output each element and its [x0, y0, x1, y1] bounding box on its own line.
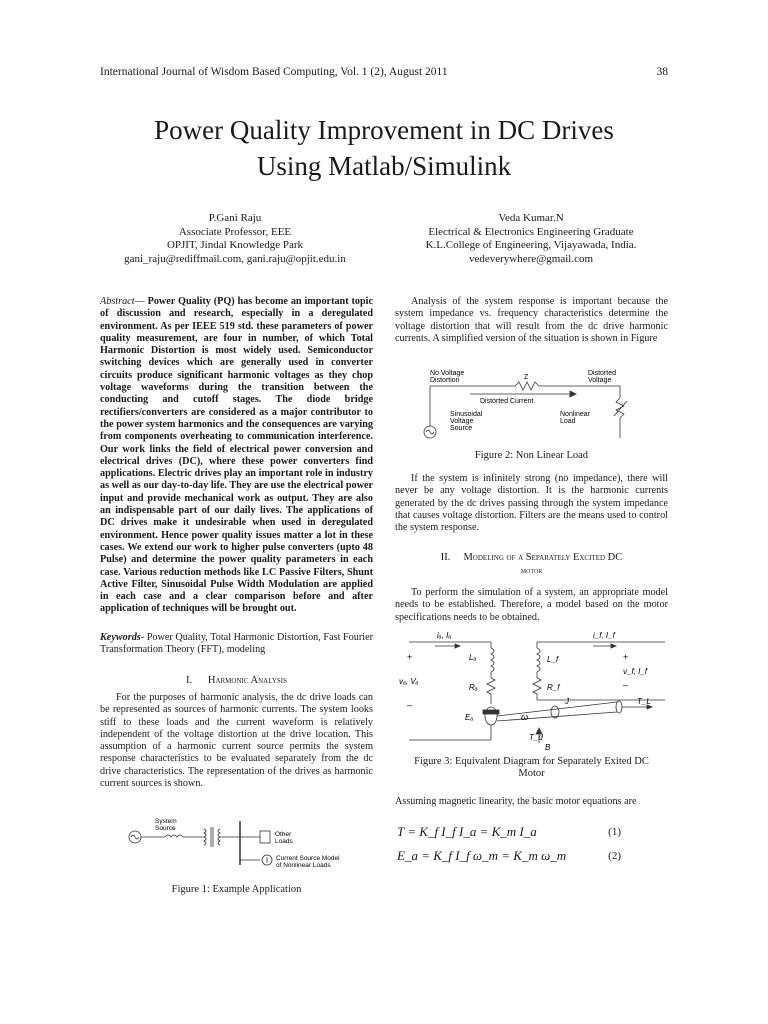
fig2-label-distorted: Distorted: [588, 370, 617, 377]
current-arrow-icon: [570, 391, 576, 397]
fig2-label-voltage-2: Voltage: [450, 418, 474, 425]
fig2-label-sinusoidal: Sinusoidal: [450, 411, 483, 418]
fig1-label-other: Other: [275, 831, 292, 838]
section-1-paragraph: For the purposes of harmonic analysis, the dc drive loads can be represented as sources of harmonic currents. The system looks stiff to these loads and the current waveform is relatively independent of the voltage distortion at the drive location. This assumption of a harmonic current source permits the system response characteristics to be evaluated separately from the dc drive characteristics. The representation of the drives as harmonic current sources is shown.: [100, 692, 373, 790]
transformer-icon: [204, 829, 206, 845]
author-affiliation: Associate Professor, EEE: [178, 225, 292, 238]
right-intro-paragraph: Analysis of the system response is important because the system impedance vs. frequency characteristics determine the voltage distortion that will result from the dc drive harmonic currents. A simplified version of the situation is shown in Figure: [395, 296, 668, 344]
inductor-icon: [165, 835, 183, 837]
equation-1-number: (1): [608, 826, 621, 838]
fig3-label-va: vₐ, Vₐ: [399, 677, 419, 686]
journal-citation: International Journal of Wisdom Based Computing, Vol. 1 (2), August 2011: [100, 66, 448, 78]
fig3-label-rf: R_f: [547, 683, 560, 692]
fig3-label-la: Lₐ: [469, 653, 477, 662]
author-block-2: [396, 212, 666, 266]
field-inductor-icon: [537, 648, 540, 672]
section-2-heading: [395, 552, 668, 577]
section-title-line-1: Modeling of a Separately Excited DC: [463, 552, 623, 563]
armature-current-arrow: [455, 644, 460, 648]
equation-2: [397, 848, 621, 864]
author-affiliation: K.L.College of Engineering, Vijayawada, India.: [425, 239, 637, 251]
fig3-label-plus-f: +: [623, 652, 629, 662]
figure-3-diagram: [397, 628, 669, 752]
section-number: II.: [440, 552, 451, 563]
figure-3-caption-line-2: Motor: [518, 768, 545, 779]
fig3-label-ra: Rₐ: [469, 683, 478, 692]
fig1-label-loads: Loads: [275, 838, 293, 845]
figure-3-caption-line-1: Figure 3: Equivalent Diagram for Separately Exited DC: [414, 756, 649, 767]
armature-resistor-icon: [487, 678, 495, 694]
armature-inductor-icon: [491, 648, 494, 672]
fig3-label-minus-a: –: [407, 700, 413, 710]
author-email: vedeverywhere@gmail.com: [468, 252, 594, 265]
fig2-label-distortion: Distortion: [430, 377, 460, 384]
section-title: Harmonic Analysis: [207, 675, 287, 686]
fig2-label-voltage: Voltage: [588, 377, 612, 384]
author-name: P.Gani Raju: [208, 212, 262, 224]
fig3-label-ia: iₐ, Iₐ: [437, 631, 452, 640]
fig2-label-load: Load: [560, 418, 576, 425]
figure-2-diagram: [420, 368, 645, 442]
author-name: Veda Kumar.N: [498, 212, 564, 224]
abstract-text: Power Quality (PQ) has become an important topic of discussion and research, especially in a deregulated environment. As per IEEE 519 std. these parameters of power quality measurement, are four in number, of which Total Harmonic Distortion is most widely used. Semiconductor switching devices which are generally used in converter circuits produce significant harmonic voltages as they chop voltage waveforms during the transition between the conducting and cutoff stages. The diode bridge rectifiers/converters are considered as a major contributor to the power system harmonics and the consequences are varying from components overheating to communication interference. Our work links the field of electrical power conversion and electrical drives (DC), where these power converters find applications. Electric drives play an important role in industry as well as our day-to-day life. They are use the electrical power input and provide mechanical work as output. They are also an indispensable part of our daily lives. The applications of DC drives make it undesirable when used in deregulated environment. Hence power quality issues matter a lot in these cases. We extend our work to higher pulse converters (upto 48 Pulse) and determine the power quality parameters in each case. Various reduction methods like LC Passive Filters, Shunt Active Filter, Sinusoidal Pulse Width Modulation are applied in each case and a clear comparison before and after application of techniques will be brought out.: [100, 296, 373, 615]
paper-title: [0, 112, 768, 184]
section-1-heading: [100, 675, 373, 687]
keywords-label: Keywords: [100, 632, 141, 643]
field-current-arrow: [611, 644, 616, 648]
fig1-label-csm: Current Source Model: [276, 855, 340, 862]
author-affiliation: OPJIT, Jindal Knowledge Park: [166, 239, 304, 251]
fig2-label-z: Z: [524, 374, 529, 381]
fig2-label-no-voltage: No Voltage: [430, 370, 465, 377]
fig1-label-source: Source: [155, 825, 176, 832]
abstract-dash: —: [134, 296, 145, 307]
author-block-1: [100, 212, 370, 266]
section-2-paragraph: To perform the simulation of a system, an appropriate model needs to be established. Therefore, a model based on the motor specifications needs to be obtained.: [395, 587, 668, 623]
abstract-label: Abstract: [100, 296, 135, 307]
page-number: 38: [656, 66, 668, 78]
fig3-label-if: i_f, I_f: [593, 631, 615, 640]
impedance-icon: [515, 382, 539, 390]
fig2-label-source: Source: [450, 425, 473, 432]
figure-2-caption: Figure 2: Non Linear Load: [474, 450, 589, 461]
equation-1-text: T = K_f I_f I_a = K_m I_a: [397, 824, 537, 839]
fig1-label-nonlinear: of Nonlinear Loads: [276, 862, 331, 869]
abstract: [100, 296, 373, 616]
author-affiliation: Electrical & Electronics Engineering Graduate: [428, 225, 634, 238]
figure-3-caption: [395, 756, 668, 780]
fig3-label-td: T_d: [529, 733, 543, 742]
figure-1-caption: Figure 1: Example Application: [171, 884, 302, 895]
keywords: [100, 632, 373, 657]
fig2-label-distorted-current: Distorted Current: [480, 398, 534, 405]
nonlinear-load-icon: [616, 398, 624, 418]
fig3-label-omega: ω: [521, 712, 529, 722]
author-email: gani_raju@rediffmail.com, gani.raju@opjit.edu.in: [124, 252, 346, 265]
section-title-line-2: motor: [520, 565, 543, 576]
figure-1-diagram: [125, 815, 350, 877]
fig3-label-plus-a: +: [407, 652, 413, 662]
other-loads-box: [260, 831, 270, 843]
fig3-label-vf: v_f, I_f: [623, 667, 648, 676]
field-resistor-icon: [533, 678, 541, 694]
section-number: I.: [185, 675, 193, 686]
fig2-label-nonlinear: Nonlinear: [560, 411, 590, 418]
title-line-1: Power Quality Improvement in DC Drives: [154, 115, 614, 145]
equation-2-number: (2): [608, 850, 621, 862]
equation-2-text: E_a = K_f I_f ω_m = K_m ω_m: [397, 848, 567, 863]
fig1-label-system: System: [155, 818, 177, 825]
fig3-label-minus-f: –: [623, 680, 629, 690]
fig3-label-ea: Eₐ: [465, 713, 474, 722]
fig3-label-b: B: [545, 743, 551, 752]
equation-1: [397, 824, 621, 840]
fig3-label-lf: L_f: [547, 655, 559, 664]
keywords-text: - Power Quality, Total Harmonic Distortion, Fast Fourier Transformation Theory (FFT), modeling: [100, 632, 373, 656]
fig3-label-tl: T_L: [637, 697, 651, 706]
fig3-label-j: J: [565, 697, 569, 706]
title-line-2: Using Matlab/Simulink: [256, 151, 512, 181]
running-header: [100, 66, 668, 78]
inertia-disc-icon: [551, 706, 559, 718]
right-paragraph-3: Assuming magnetic linearity, the basic motor equations are: [395, 796, 637, 807]
right-paragraph-2: If the system is infinitely strong (no impedance), there will never be any voltage distortion. It is the harmonic currents generated by the dc drives passing through the system impedance that causes voltage distortion. Filters are the means used to control the system response.: [395, 473, 668, 534]
